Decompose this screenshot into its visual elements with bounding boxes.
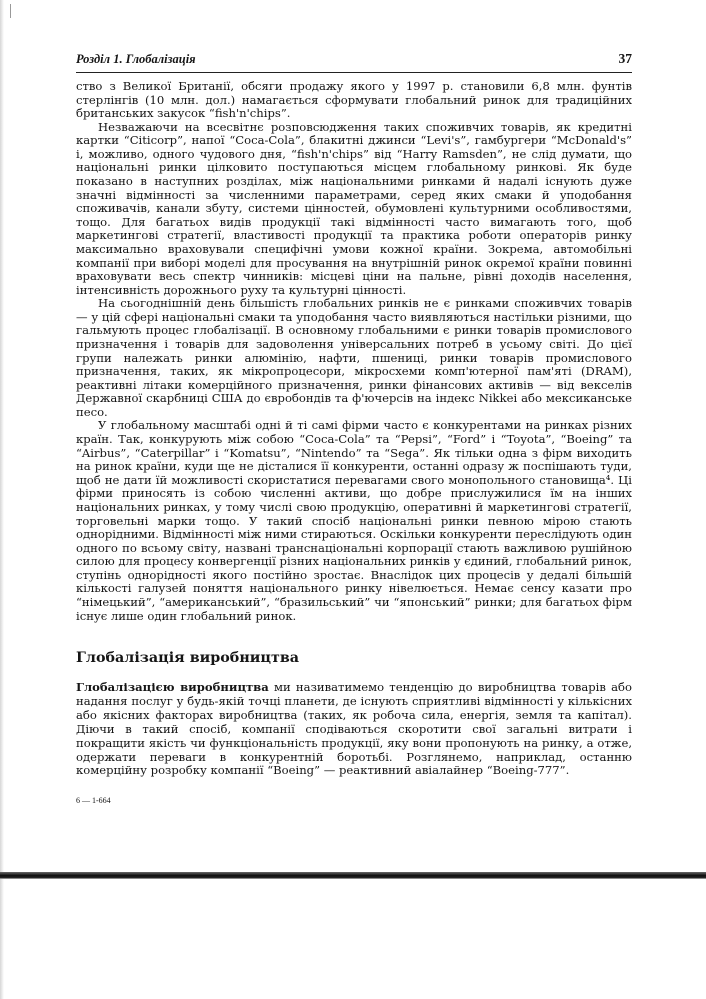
- paragraph-global-markets: На сьогоднішній день більшість глобальних ринків не є ринками споживчих товарів — у цій сфері національні смаки та уподобання часто виявляються настільки різними, що гальмують процес глобалізації. В основному глобальними є ринки товарів промислового призначення і товарів для задоволення універсальних потреб в усьому світі. До цієї групи належать ринки алюмінію, нафти, пшениці, ринки товарів промислового призначення, таких, як мікропроцесори, мікросхеми комп'ютерної пам'яті (DRAM), реактивні літаки комерційного призначення, ринки фінансових активів — від векселів Державної скарбниці США до євробондів та ф'ючерсів на індекс Nikkei або мексиканське песо.: [76, 296, 632, 419]
- scan-corner-mark: [10, 4, 15, 18]
- main-text: [76, 80, 632, 623]
- section-text: [76, 681, 632, 778]
- running-header: [76, 52, 632, 73]
- signature-code: 6 — 1-664: [76, 796, 111, 805]
- defined-term: Глобалізацією виробництва: [76, 680, 269, 694]
- scan-edge-line: [0, 878, 706, 879]
- paragraph-production-globalization: [76, 681, 632, 778]
- page-number: 37: [618, 51, 632, 66]
- paragraph-competitors: У глобальному масштабі одні й ті самі фірми часто є конкурентами на ринках різних країн. Так, конкурують між собою “Coca-Cola” та “Pepsi”, “Ford” і “Toyota”, “Boeing” та “Airbus”, “Caterpillar” і “Komatsu”, “Nintendo” та “Sega”. Як тільки одна з фірм виходить на ринок країни, куди ще не дісталися її конкуренти, останні одразу ж поспішають туди, щоб не дати їй можливості скористатися перевагами свого монопольного становища⁴. Ці фірми приносять із собою численні активи, що добре прислужилися їм на інших національних ринках, у тому числі свою продукцію, оперативні й маркетингові стратегії, торговельні марки тощо. У такий спосіб національні ринки певною мірою стають однорідними. Відмінності між ними стираються. Оскільки конкуренти переслідують один одного по всьому світу, названі транснаціональні корпорації стають важливою рушійною силою для процесу конвергенції різних національних ринків у єдиний, глобальний ринок, ступінь однорідності якого постійно зростає. Внаслідок цих процесів у дедалі більшій кількості галузей поняття національного ринку нівелюється. Немає сенсу казати про “німецький”, “американський”, “бразильський” чи “японський” ринки; для багатьох фірм існує лише один глобальний ринок.: [76, 418, 632, 623]
- chapter-title: Розділ 1. Глобалізація: [76, 52, 196, 66]
- section-heading: Глобалізація виробництва: [76, 650, 300, 666]
- paragraph-continuation: ство з Великої Британії, обсяги продажу якого у 1997 р. становили 6,8 млн. фунтів стерлінгів (10 млн. дол.) намагається сформувати глобальний ринок для традиційних британських закусок “fish'n'chips”.: [76, 79, 632, 121]
- scan-binding-shadow: [0, 0, 4, 999]
- definition-text: ми називатимемо тенденцію до виробництва товарів або надання послуг у будь-якій точці планети, де існують сприятливі відмінності у кількісних або якісних факторах виробництва (таких, як робоча сила, енергія, земля та капітал). Діючи в такий спосіб, компанії сподіваються скоротити свої загальні витрати і покращити якість чи функціональність продукції, яку вони пропонують на ринку, а отже, одержати переваги в конкурентній боротьбі. Розглянемо, наприклад, останню комерційну розробку компанії “Boeing” — реактивний авіалайнер “Boeing-777”.: [76, 680, 632, 778]
- paragraph-national-markets: Незважаючи на всесвітнє розповсюдження таких споживчих товарів, як кредитні картки “Citicorp”, напої “Coca-Cola”, блакитні джинси “Levi's”, гамбургери “McDonald's” і, можливо, одного чудового дня, “fish'n'chips” від “Harry Ramsden”, не слід думати, що національні ринки цілковито поступаються місцем глобальному ринкові. Як буде показано в наступних розділах, між національними ринками й надалі існують дуже значні відмінності за численними параметрами, серед яких смаки й уподобання споживачів, канали збуту, системи цінностей, обумовлені культурними особливостями, тощо. Для багатьох видів продукції такі відмінності часто вимагають того, щоб маркетингові стратегії, властивості продукції та практика роботи операторів ринку максимально враховували специфічні умови кожної країни. Зокрема, автомобільні компанії при виборі моделі для просування на внутрішній ринок окремої країни повинні враховувати весь спектр чинників: місцеві ціни на пальне, рівні доходів населення, інтенсивність дорожнього руху та культурні цінності.: [76, 119, 632, 297]
